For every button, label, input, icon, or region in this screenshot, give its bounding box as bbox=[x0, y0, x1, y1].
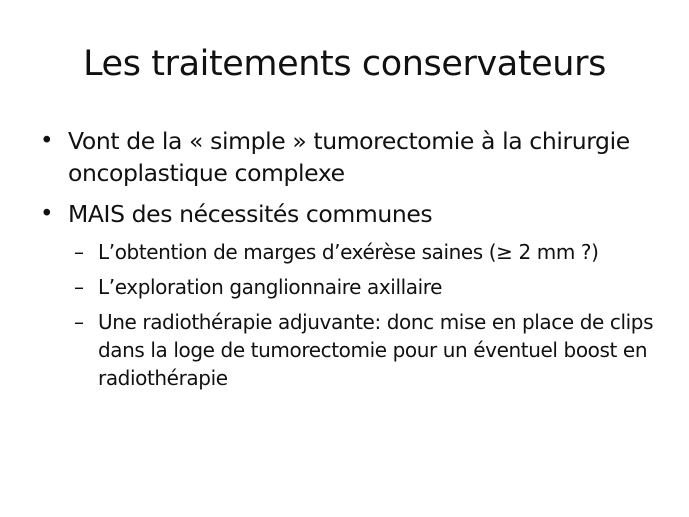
sub-bullet-text: L’obtention de marges d’exérèse saines (≥ 2 mm ?) bbox=[98, 240, 599, 264]
sub-bullet-item bbox=[74, 273, 660, 301]
sub-bullet-marker: – bbox=[74, 240, 84, 264]
bullet-text: MAIS des nécessités communes bbox=[68, 200, 433, 228]
bullet-marker: • bbox=[40, 201, 54, 227]
sub-bullet-marker: – bbox=[74, 275, 84, 299]
bullet-marker: • bbox=[40, 128, 54, 154]
slide-title: Les traitements conservateurs bbox=[83, 44, 606, 84]
sub-bullet-marker: – bbox=[74, 310, 84, 334]
bullet-item bbox=[40, 125, 660, 189]
slide-content bbox=[40, 125, 660, 399]
sub-bullet-item bbox=[74, 308, 660, 392]
bullet-text: Vont de la « simple » tumorectomie à la chirurgie oncoplastique complexe bbox=[68, 127, 630, 187]
sub-bullet-text: L’exploration ganglionnaire axillaire bbox=[98, 275, 443, 299]
sub-bullet-list bbox=[40, 238, 660, 392]
sub-bullet-item bbox=[74, 238, 660, 266]
sub-bullet-text: Une radiothérapie adjuvante: donc mise en place de clips dans la loge de tumorectomie pour un éventuel boost en radiothérapie bbox=[98, 310, 654, 390]
bullet-item bbox=[40, 198, 660, 230]
